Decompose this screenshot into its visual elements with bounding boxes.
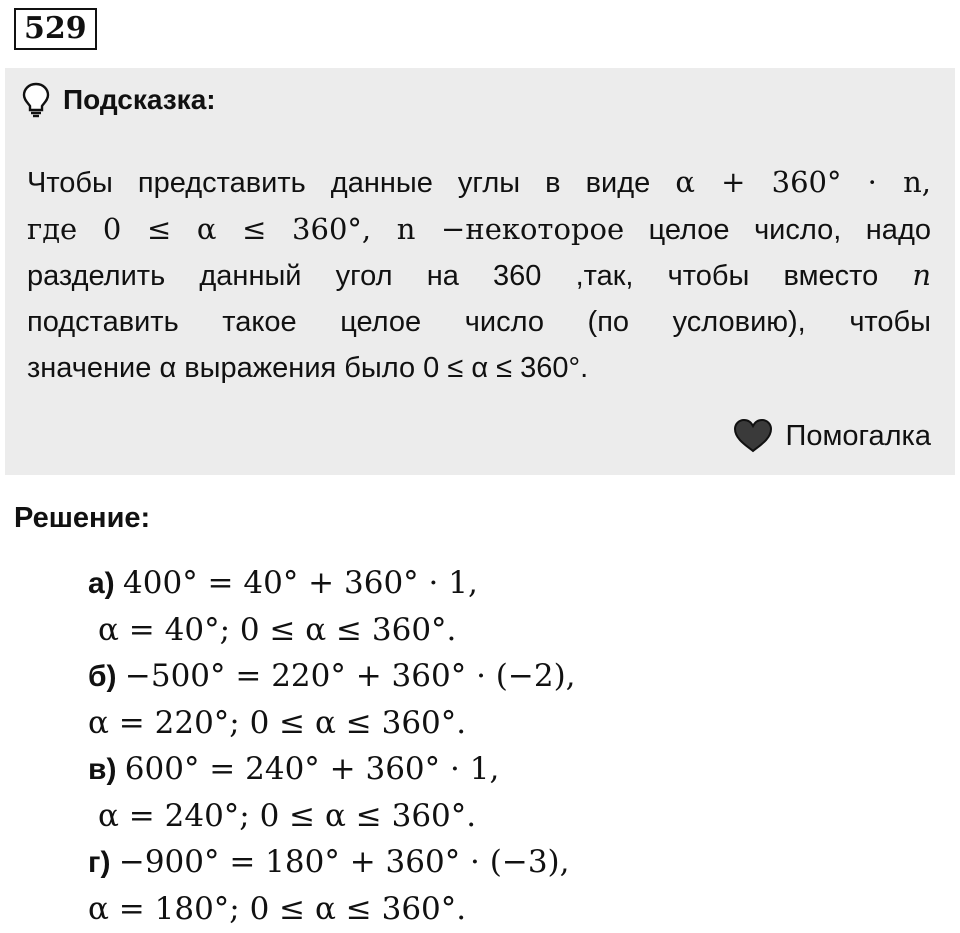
- solution-row: [88, 607, 576, 654]
- brand: [732, 416, 931, 456]
- heart-icon: [732, 418, 774, 454]
- hint-line: [27, 299, 931, 346]
- hint-word: условию),: [672, 305, 806, 338]
- hint-line: [27, 345, 931, 392]
- hint-line: [27, 252, 931, 299]
- hint-word: Чтобы: [27, 167, 113, 199]
- hint-box: [5, 68, 955, 475]
- hint-word: чтобы: [667, 260, 750, 292]
- solution-list: [88, 560, 576, 932]
- hint-word: такое: [222, 305, 297, 338]
- hint-math: n: [912, 258, 932, 292]
- hint-word: ,так,: [575, 260, 634, 292]
- hint-word: надо: [865, 213, 931, 246]
- hint-title: Подсказка:: [63, 84, 216, 115]
- solution-row: [88, 560, 576, 607]
- hint-word: данные: [330, 167, 433, 199]
- hint-word: (по: [587, 305, 630, 338]
- hint-word: представить: [137, 167, 306, 199]
- solution-expr: α = 220°; 0 ≤ α ≤ 360°.: [88, 704, 467, 741]
- hint-math: α + 360° · n,: [675, 165, 931, 199]
- solution-expr: −900° = 180° + 360° · (−3),: [118, 844, 570, 880]
- hint-math: где 0 ≤ α ≤ 360°, n −некоторое: [27, 211, 625, 246]
- solution-row: [88, 746, 576, 793]
- hint-word: 360: [493, 260, 542, 292]
- hint-word: разделить: [27, 260, 166, 292]
- solution-expr: α = 40°; 0 ≤ α ≤ 360°.: [98, 611, 457, 648]
- hint-text: [27, 159, 931, 392]
- hint-word: виде: [585, 167, 651, 199]
- hint-header: [21, 82, 216, 118]
- brand-name: Помогалка: [785, 419, 931, 452]
- hint-word: число: [464, 305, 544, 338]
- lightbulb-icon: [21, 82, 51, 118]
- item-label: г): [88, 846, 111, 879]
- hint-word: вместо: [783, 260, 879, 292]
- solution-row: [88, 886, 576, 933]
- item-label: в): [88, 753, 117, 786]
- solution-title: Решение:: [14, 502, 151, 534]
- hint-word: данный: [199, 260, 302, 292]
- task-number: 529: [14, 8, 97, 50]
- solution-expr: 400° = 40° + 360° · 1,: [123, 565, 478, 601]
- solution-row: [88, 700, 576, 747]
- hint-word: угол: [335, 260, 393, 292]
- solution-expr: −500° = 220° + 360° · (−2),: [124, 658, 576, 694]
- hint-word: подставить: [27, 305, 179, 338]
- hint-word: число,: [754, 213, 842, 246]
- hint-word: на: [426, 260, 459, 292]
- hint-word: чтобы: [849, 305, 931, 338]
- solution-row: [88, 653, 576, 700]
- item-label: а): [88, 567, 115, 600]
- item-label: б): [88, 660, 117, 693]
- hint-line: [27, 206, 931, 253]
- solution-row: [88, 793, 576, 840]
- hint-word: углы: [457, 167, 521, 199]
- hint-word: целое: [648, 213, 730, 246]
- solution-expr: α = 180°; 0 ≤ α ≤ 360°.: [88, 890, 467, 927]
- solution-expr: α = 240°; 0 ≤ α ≤ 360°.: [98, 797, 477, 834]
- hint-line: [27, 159, 931, 206]
- hint-word: значение α выражения было 0 ≤ α ≤ 360°.: [27, 352, 589, 384]
- hint-word: в: [545, 167, 561, 199]
- solution-expr: 600° = 240° + 360° · 1,: [124, 751, 500, 787]
- hint-word: целое: [340, 305, 422, 338]
- solution-row: [88, 839, 576, 886]
